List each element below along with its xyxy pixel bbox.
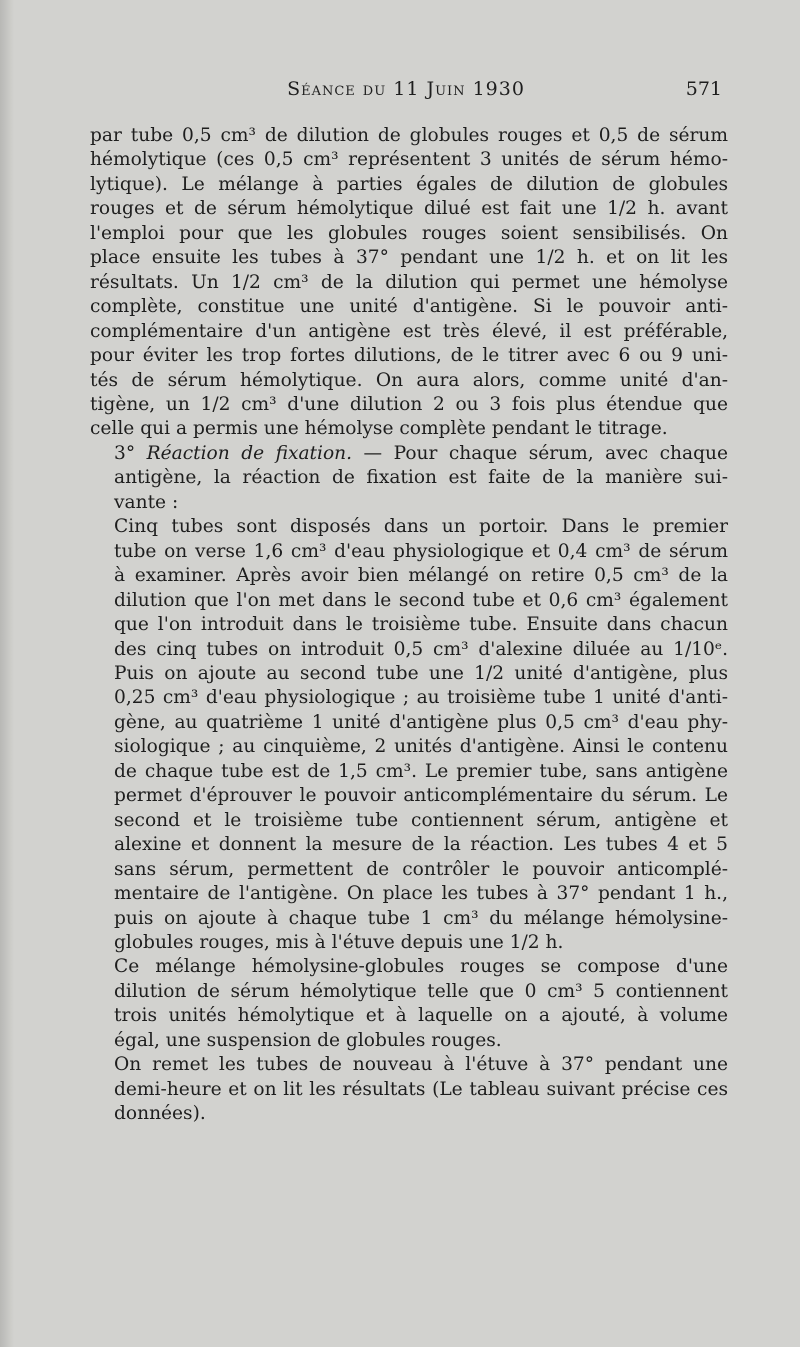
text-line: globules rouges, mis à l'étuve depuis une 1/2 h. xyxy=(114,931,564,953)
text-line: vante : xyxy=(114,491,179,513)
paragraph-3 xyxy=(90,515,728,955)
paragraph-5 xyxy=(90,1053,728,1126)
text-line: antigène, la réaction de fixation est faite de la manière sui- xyxy=(114,467,728,489)
text-line: gène, au quatrième 1 unité d'antigène plus 0,5 cm³ d'eau phy- xyxy=(114,711,728,733)
header-title-date: 11 Juin 1930 xyxy=(393,78,525,100)
text-line: à examiner. Après avoir bien mélangé on retire 0,5 cm³ de la xyxy=(114,565,728,587)
text-line xyxy=(90,442,728,466)
text-line: données). xyxy=(114,1103,206,1125)
text-line: On remet les tubes de nouveau à l'étuve à 37° pendant une xyxy=(114,1054,728,1076)
text-line: dilution de sérum hémolytique telle que 0 cm³ 5 contiennent xyxy=(114,980,728,1002)
text-line: Puis on ajoute au second tube une 1/2 unité d'antigène, plus xyxy=(114,662,728,684)
section-title: Réaction de fixation. xyxy=(146,442,353,464)
text-line: l'emploi pour que les globules rouges soient sensibilisés. On xyxy=(90,222,728,244)
paragraph-4 xyxy=(90,955,728,1053)
text-line: puis on ajoute à chaque tube 1 cm³ du mélange hémolysine- xyxy=(114,907,728,929)
text-line: pour éviter les trop fortes dilutions, de le titrer avec 6 ou 9 uni- xyxy=(90,345,728,367)
text-line: trois unités hémolytique et à laquelle on a ajouté, à volume xyxy=(114,1005,728,1027)
text-line: rouges et de sérum hémolytique dilué est fait une 1/2 h. avant xyxy=(90,198,728,220)
section-lead: — Pour chaque sérum, avec chaque xyxy=(363,442,728,464)
text-line: résultats. Un 1/2 cm³ de la dilution qui permet une hémolyse xyxy=(90,271,728,293)
text-line: égal, une suspension de globules rouges. xyxy=(114,1029,502,1051)
text-line: permet d'éprouver le pouvoir anticomplémentaire du sérum. Le xyxy=(114,785,728,807)
text-line: alexine et donnent la mesure de la réaction. Les tubes 4 et 5 xyxy=(114,834,728,856)
text-line: celle qui a permis une hémolyse complète pendant le titrage. xyxy=(90,418,668,440)
page-edge-shadow xyxy=(0,0,14,1347)
text-line: place ensuite les tubes à 37° pendant une 1/2 h. et on lit les xyxy=(90,247,728,269)
header-title-prefix: Séance du xyxy=(287,78,387,100)
text-line: sans sérum, permettent de contrôler le pouvoir anticomplé- xyxy=(114,858,728,880)
text-line: 0,25 cm³ d'eau physiologique ; au troisième tube 1 unité d'anti- xyxy=(114,687,728,709)
page-number: 571 xyxy=(685,78,722,100)
text-line: tés de sérum hémolytique. On aura alors, comme unité d'an- xyxy=(90,369,728,391)
text-line: Ce mélange hémolysine-globules rouges se compose d'une xyxy=(114,956,728,978)
text-line: de chaque tube est de 1,5 cm³. Le premier tube, sans antigène xyxy=(114,760,728,782)
text-line: mentaire de l'antigène. On place les tubes à 37° pendant 1 h., xyxy=(114,883,728,905)
text-line: que l'on introduit dans le troisième tube. Ensuite dans chacun xyxy=(114,614,728,636)
paragraph-2 xyxy=(90,442,728,515)
text-line: siologique ; au cinquième, 2 unités d'antigène. Ainsi le contenu xyxy=(114,736,728,758)
text-line: hémolytique (ces 0,5 cm³ représentent 3 unités de sérum hémo- xyxy=(90,149,728,171)
text-line: dilution que l'on met dans le second tube et 0,6 cm³ également xyxy=(114,589,728,611)
text-line: tube on verse 1,6 cm³ d'eau physiologique et 0,4 cm³ de sérum xyxy=(114,540,728,562)
text-line: demi-heure et on lit les résultats (Le tableau suivant précise ces xyxy=(114,1078,728,1100)
text-line: des cinq tubes on introduit 0,5 cm³ d'alexine diluée au 1/10ᵉ. xyxy=(114,638,728,660)
text-line: complémentaire d'un antigène est très élevé, il est préférable, xyxy=(90,320,728,342)
text-line: Cinq tubes sont disposés dans un portoir. Dans le premier xyxy=(114,516,728,538)
text-line: lytique). Le mélange à parties égales de dilution de globules xyxy=(90,173,728,195)
paragraph-1 xyxy=(90,124,728,442)
body-text xyxy=(90,124,728,1127)
text-line: second et le troisième tube contiennent sérum, antigène et xyxy=(114,809,728,831)
text-line: par tube 0,5 cm³ de dilution de globules rouges et 0,5 de sérum xyxy=(90,125,728,146)
header-title xyxy=(90,78,722,100)
section-number: 3° xyxy=(114,442,136,464)
text-line: tigène, un 1/2 cm³ d'une dilution 2 ou 3 fois plus étendue que xyxy=(90,393,728,415)
running-header xyxy=(90,76,722,106)
text-line: complète, constitue une unité d'antigène. Si le pouvoir anti- xyxy=(90,296,728,318)
